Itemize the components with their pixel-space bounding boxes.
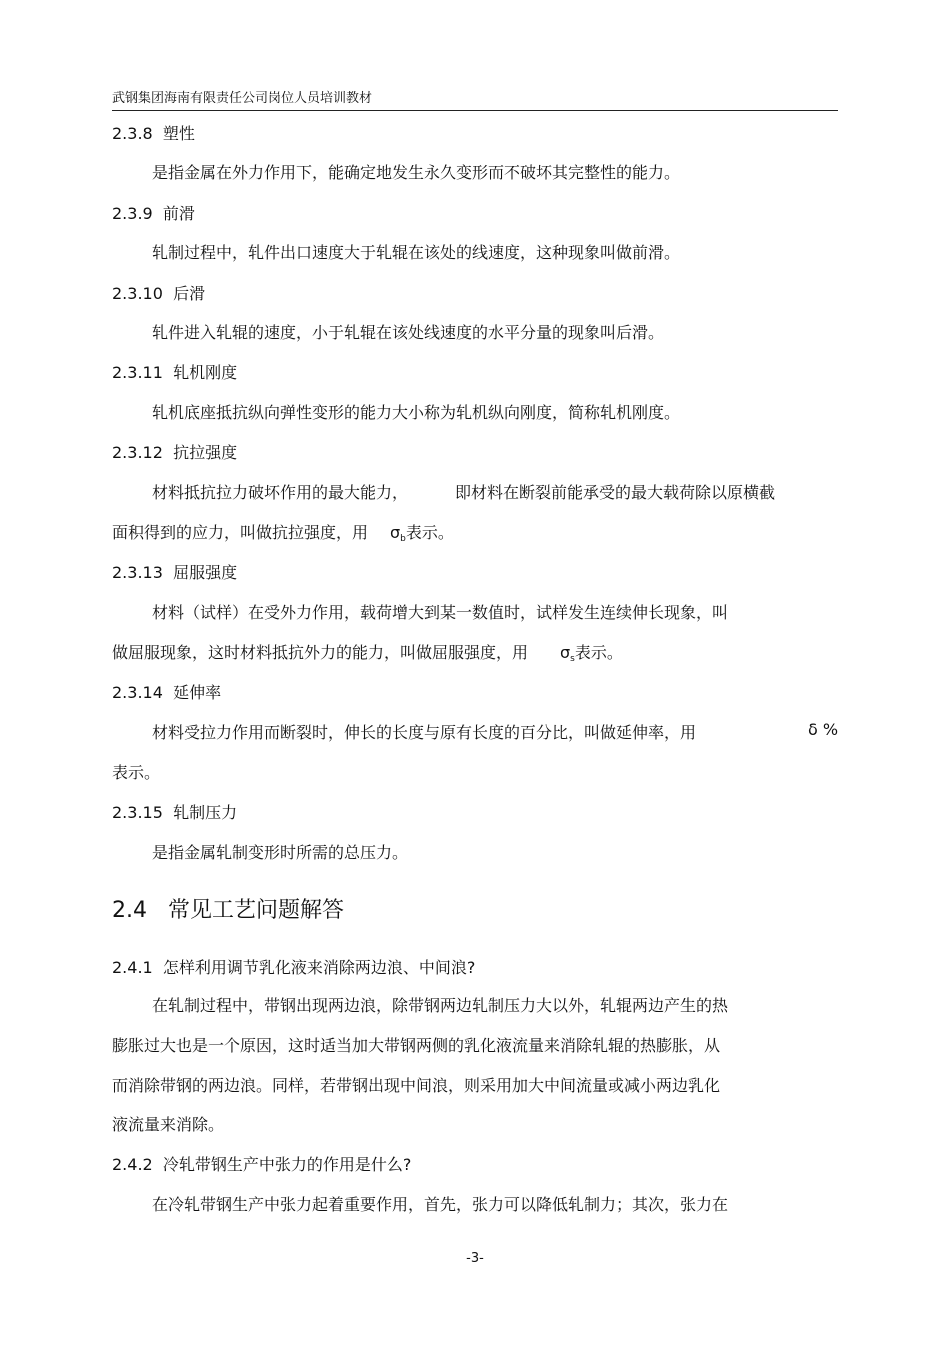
paragraph-line: 材料（试样）在受外力作用，载荷增大到某一数值时，试样发生连续伸长现象，叫 xyxy=(152,603,729,622)
page-number: -3- xyxy=(466,1251,484,1266)
heading-2-3-10 xyxy=(112,281,205,304)
paragraph-line xyxy=(112,520,454,543)
section-title: 延伸率 xyxy=(173,683,222,702)
section-number: 2.3.12 xyxy=(112,443,163,462)
section-title: 轧制压力 xyxy=(173,803,238,822)
heading-2-3-8 xyxy=(112,121,195,144)
section-title: 塑性 xyxy=(162,124,195,143)
sigma-symbol: σ xyxy=(560,643,571,662)
paragraph-line: 膨胀过大也是一个原因，这时适当加大带钢两侧的乳化液流量来消除轧辊的热膨胀，从 xyxy=(112,1036,721,1055)
paragraph: 轧制过程中，轧件出口速度大于轧辊在该处的线速度，这种现象叫做前滑。 xyxy=(152,243,681,262)
section-number: 2.3.9 xyxy=(112,204,153,223)
heading-2-3-15 xyxy=(112,800,237,823)
paragraph-line: 在轧制过程中，带钢出现两边浪，除带钢两边轧制压力大以外，轧辊两边产生的热 xyxy=(152,996,729,1015)
heading-2-3-13 xyxy=(112,560,237,583)
heading-2-4-1 xyxy=(112,955,475,978)
paragraph-line xyxy=(112,640,623,663)
paragraph-line: 材料受拉力作用而断裂时，伸长的长度与原有长度的百分比，叫做延伸率，用 xyxy=(152,723,697,742)
paragraph-line: 材料抵抗拉力破坏作用的最大能力， xyxy=(152,483,409,502)
section-title: 冷轧带钢生产中张力的作用是什么? xyxy=(162,1155,412,1174)
section-number: 2.3.8 xyxy=(112,124,153,143)
section-title: 前滑 xyxy=(162,204,195,223)
paragraph: 轧件进入轧辊的速度，小于轧辊在该处线速度的水平分量的现象叫后滑。 xyxy=(152,323,665,342)
heading-2-3-11 xyxy=(112,360,237,383)
section-number: 2.3.10 xyxy=(112,284,163,303)
section-title: 后滑 xyxy=(173,284,206,303)
heading-2-3-12 xyxy=(112,440,237,463)
paragraph-line: 而消除带钢的两边浪。同样，若带钢出现中间浪，则采用加大中间流量或减小两边乳化 xyxy=(112,1076,721,1095)
section-title: 抗拉强度 xyxy=(173,443,238,462)
section-number: 2.4.2 xyxy=(112,1155,153,1174)
text: 做屈服现象，这时材料抵抗外力的能力，叫做屈服强度，用 xyxy=(112,643,529,662)
heading-2-4 xyxy=(112,893,344,924)
delta-symbol: δ % xyxy=(808,720,839,739)
text: 面积得到的应力，叫做抗拉强度，用 xyxy=(112,523,369,542)
running-header: 武钢集团海南有限责任公司岗位人员培训教材 xyxy=(112,91,373,106)
heading-2-3-9 xyxy=(112,201,195,224)
section-number: 2.3.14 xyxy=(112,683,163,702)
paragraph: 是指金属在外力作用下，能确定地发生永久变形而不破坏其完整性的能力。 xyxy=(152,163,681,182)
subscript: s xyxy=(570,654,575,664)
section-number: 2.3.13 xyxy=(112,563,163,582)
heading-2-3-14 xyxy=(112,680,221,703)
heading-2-4-2 xyxy=(112,1152,411,1175)
paragraph-line: 液流量来消除。 xyxy=(112,1115,225,1134)
paragraph-line: 即材料在断裂前能承受的最大载荷除以原横截 xyxy=(455,483,776,502)
section-number: 2.3.15 xyxy=(112,803,163,822)
section-number: 2.4.1 xyxy=(112,958,153,977)
paragraph-line: 在冷轧带钢生产中张力起着重要作用，首先，张力可以降低轧制力；其次，张力在 xyxy=(152,1195,729,1214)
text: 表示。 xyxy=(574,643,623,662)
paragraph: 轧机底座抵抗纵向弹性变形的能力大小称为轧机纵向刚度，简称轧机刚度。 xyxy=(152,403,681,422)
section-number: 2.4 xyxy=(112,898,147,923)
section-title: 轧机刚度 xyxy=(173,363,238,382)
paragraph-line: 表示。 xyxy=(112,763,161,782)
sigma-symbol: σ xyxy=(390,523,401,542)
section-title: 屈服强度 xyxy=(173,563,238,582)
text: 表示。 xyxy=(405,523,454,542)
section-number: 2.3.11 xyxy=(112,363,163,382)
header-rule xyxy=(112,110,838,111)
subscript: b xyxy=(400,534,406,544)
paragraph: 是指金属轧制变形时所需的总压力。 xyxy=(152,843,409,862)
section-title: 常见工艺问题解答 xyxy=(167,898,344,923)
section-title: 怎样利用调节乳化液来消除两边浪、中间浪? xyxy=(162,958,476,977)
